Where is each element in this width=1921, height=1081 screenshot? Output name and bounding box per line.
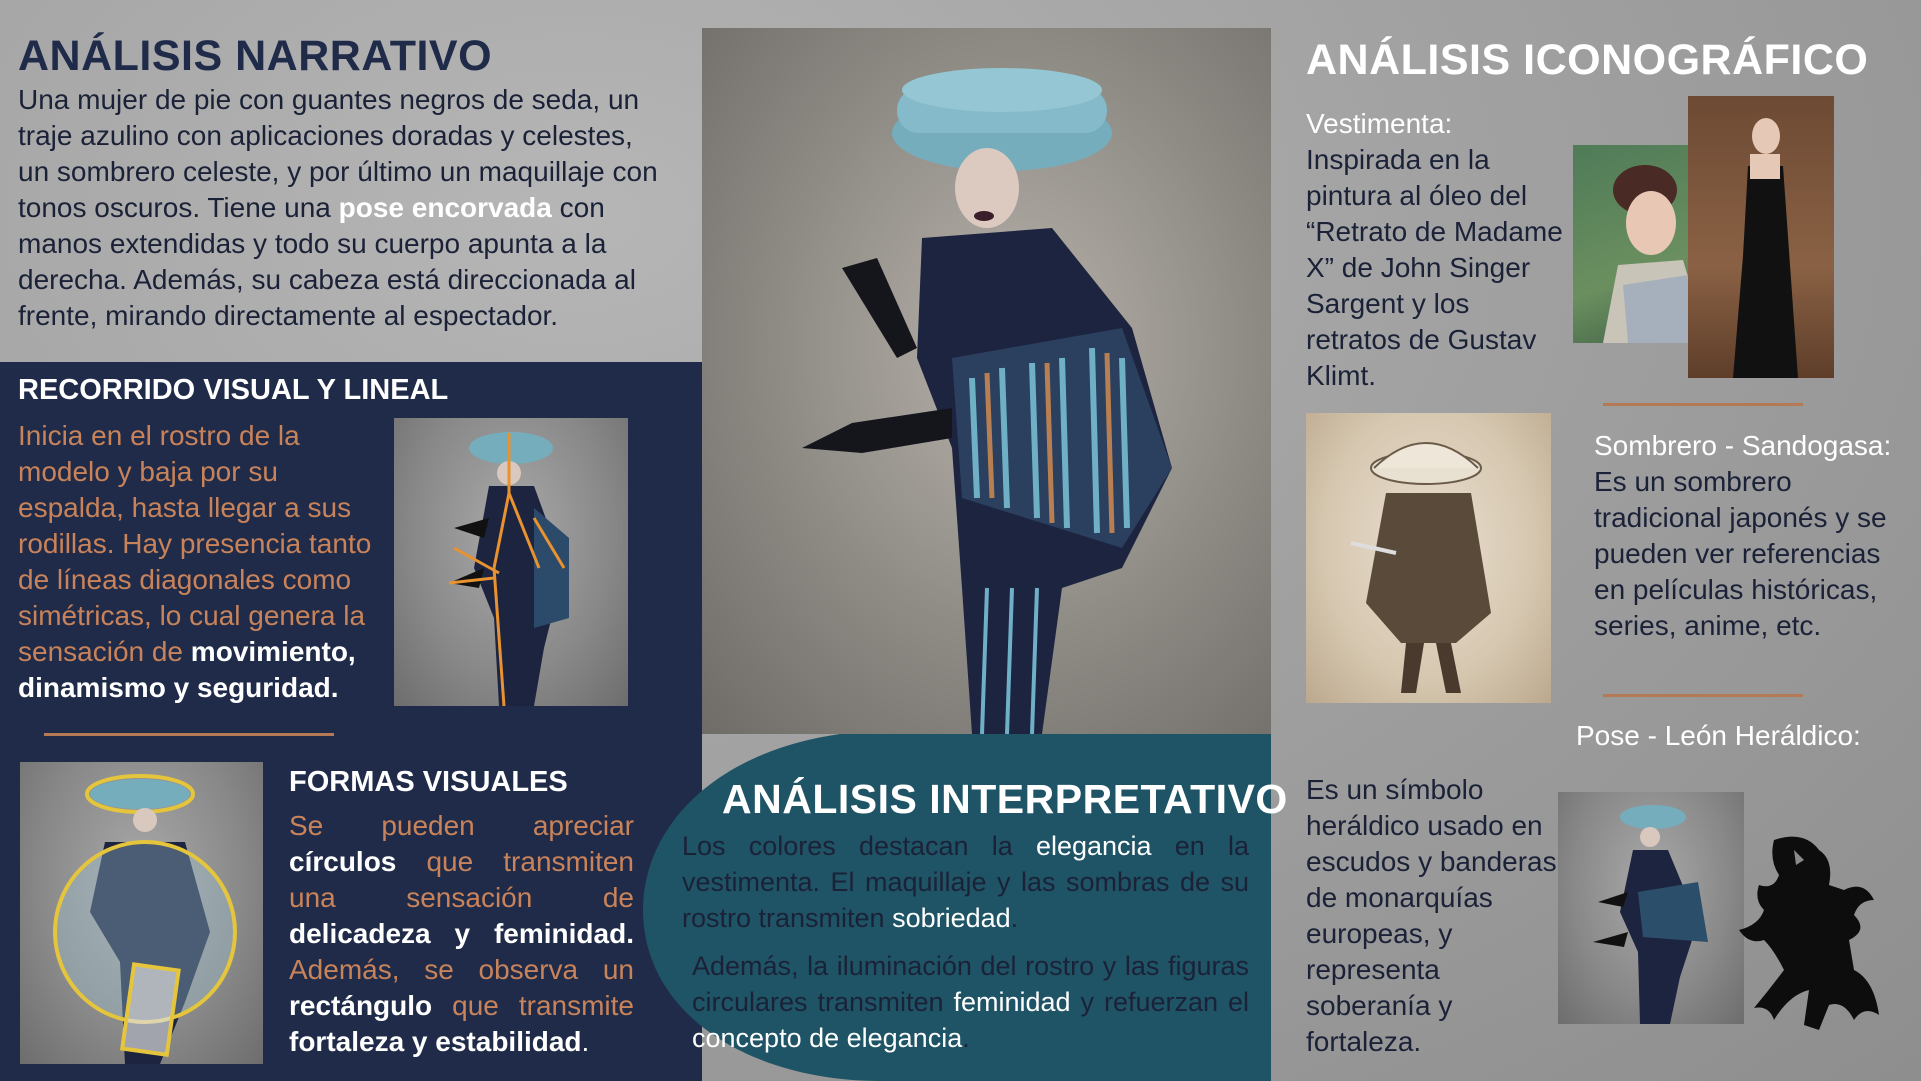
- samurai-icon: [1306, 413, 1551, 703]
- model-photo-icon: [702, 28, 1271, 734]
- formas-text-part: que transmiten una sensación de: [289, 846, 634, 913]
- narrative-text: [18, 82, 668, 334]
- vestimenta-text: Inspirada en la pintura al óleo del “Retrato de Madame X” de John Singer Sargent y los retratos de Gustav Klimt.: [1306, 144, 1563, 391]
- interp-highlight: sobriedad: [892, 903, 1011, 933]
- heraldic-lion-icon: [1734, 830, 1884, 1030]
- formas-highlight: rectángulo: [289, 990, 433, 1021]
- heraldic-lion-image: [1734, 830, 1884, 1030]
- interp-text-part: y refuerzan el: [1070, 987, 1249, 1017]
- interp-text-part: Los colores destacan la: [682, 831, 1036, 861]
- narrative-title: ANÁLISIS NARRATIVO: [18, 32, 493, 80]
- sandogasa-image: [1306, 413, 1551, 703]
- main-photo: [702, 28, 1271, 734]
- recorrido-image: [394, 418, 628, 706]
- recorrido-highlight: movimiento, dinamismo y seguridad.: [18, 636, 356, 703]
- narrative-text-part: Una mujer de pie con guantes negros de seda, un traje azulino con aplicaciones doradas y celestes, un sombrero celeste, y por último un maquillaje con tonos oscuros. Tiene una: [18, 84, 658, 223]
- formas-highlight: círculos: [289, 846, 397, 877]
- interp-text-part: .: [1010, 903, 1019, 933]
- formas-highlight: fortaleza y estabilidad: [289, 1026, 582, 1057]
- pose-image: [1558, 792, 1744, 1024]
- formas-image: [20, 762, 263, 1064]
- narrative-text-part: con manos extendidas y todo su cuerpo apunta a la derecha. Además, su cabeza está direccionada al frente, mirando directamente al espectador.: [18, 192, 636, 331]
- separator: [1603, 403, 1803, 406]
- interp-text-part: en la vestimenta. El maquillaje y las sombras de su rostro transmiten: [682, 831, 1249, 933]
- formas-highlight: delicadeza y feminidad.: [289, 918, 634, 949]
- interp-text-part: Además, la iluminación del rostro y las figuras circulares transmiten: [692, 951, 1249, 1017]
- interpretativo-p1: [682, 828, 1249, 936]
- recorrido-text-part: Inicia en el rostro de la modelo y baja por su espalda, hasta llegar a sus rodillas. Hay presencia tanto de líneas diagonales como simétricas, lo cual genera la sensación de: [18, 420, 372, 667]
- interp-text-part: .: [962, 1023, 970, 1053]
- portrait-icon: [1688, 96, 1834, 378]
- formas-text-part: Se pueden apreciar: [289, 810, 634, 841]
- interp-highlight: elegancia: [1035, 831, 1152, 861]
- interp-highlight: feminidad: [953, 987, 1071, 1017]
- formas-text-part: que transmite: [432, 990, 634, 1021]
- interpretativo-title: ANÁLISIS INTERPRETATIVO: [722, 776, 1288, 822]
- narrative-highlight: pose encorvada: [338, 192, 552, 223]
- iconografico-title: ANÁLISIS ICONOGRÁFICO: [1306, 36, 1869, 84]
- separator: [1603, 694, 1803, 697]
- interpretativo-p2: [692, 948, 1249, 1056]
- madame-x-image: [1688, 96, 1834, 378]
- interp-highlight: concepto de elegancia: [692, 1023, 963, 1053]
- recorrido-title: RECORRIDO VISUAL Y LINEAL: [18, 374, 449, 406]
- model-figure-icon: [394, 418, 628, 706]
- pose-text: Es un símbolo heráldico usado en escudos y banderas de monarquías europeas, y representa soberanía y fortaleza.: [1306, 774, 1557, 1057]
- formas-text: [289, 808, 634, 1060]
- formas-title: FORMAS VISUALES: [289, 766, 568, 798]
- formas-text-part: Además, se observa un: [289, 954, 634, 985]
- model-figure-icon: [1558, 792, 1744, 1024]
- vestimenta-label: Vestimenta:: [1306, 108, 1453, 139]
- shapes-figure-icon: [20, 762, 263, 1064]
- pose-label: Pose - León Heráldico:: [1576, 720, 1861, 751]
- sombrero-label: Sombrero - Sandogasa:: [1594, 430, 1892, 461]
- sombrero-text: Es un sombrero tradicional japonés y se pueden ver referencias en películas históricas, series, anime, etc.: [1594, 466, 1887, 641]
- separator: [44, 733, 334, 736]
- recorrido-text: [18, 418, 383, 706]
- formas-text-part: .: [581, 1026, 590, 1057]
